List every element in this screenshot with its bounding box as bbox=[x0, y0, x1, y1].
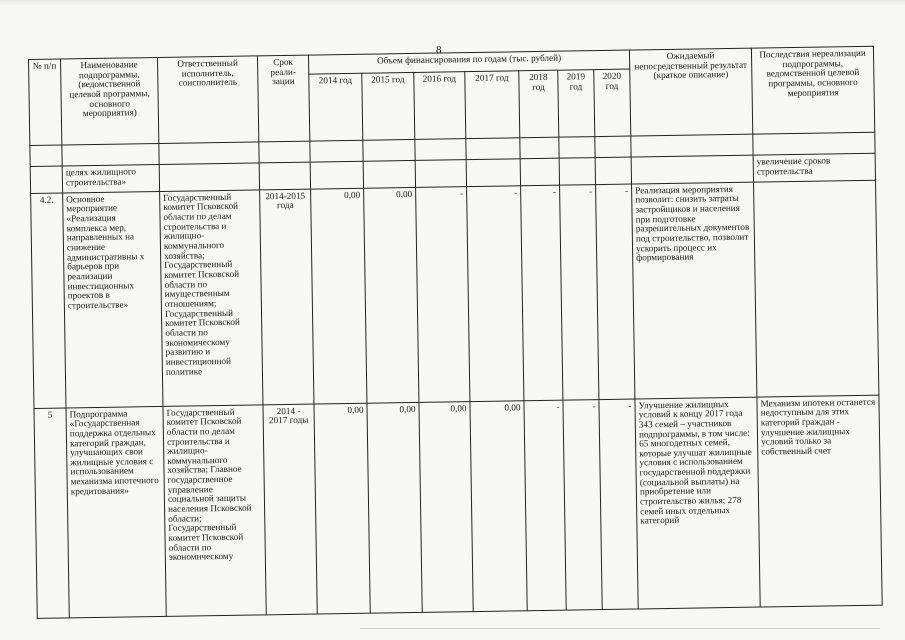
page-number: 8 bbox=[436, 44, 442, 56]
cell-name: Основное мероприятие «Реализация комплекса мер, направленных на снижение административны х барьеров при реализации инвестиционных проектов в строительстве» bbox=[63, 191, 163, 407]
cell-num: 5 bbox=[34, 407, 69, 618]
header-year: 2019 год bbox=[558, 70, 595, 138]
header-expected: Ожидаемый непосредственный результат (краткое описание) bbox=[629, 48, 752, 136]
scan-top-edge bbox=[0, 0, 905, 6]
cell-num: 4.2. bbox=[31, 193, 66, 408]
scan-bottom-line bbox=[360, 628, 880, 629]
cell-term: 2014 - 2017 годы bbox=[263, 404, 317, 615]
table-row bbox=[34, 395, 882, 619]
cell-value: - bbox=[599, 399, 638, 610]
cell-value: - bbox=[563, 399, 602, 610]
header-num: № п/п bbox=[29, 59, 62, 145]
header-name: Наименование подпрограммы, (ведомственной целевой программы, основного мероприятия) bbox=[61, 57, 159, 145]
cell-value: - bbox=[416, 186, 470, 402]
header-responsible: Ответственный исполнитель, соисполнитель bbox=[157, 56, 258, 144]
cell-value: - bbox=[596, 184, 635, 399]
cell-value: - bbox=[560, 184, 599, 399]
cell-value: - bbox=[521, 185, 563, 400]
cell-value: 0,00 bbox=[470, 400, 527, 611]
header-year: 2015 год bbox=[362, 72, 415, 140]
cell-value: 0,00 bbox=[311, 188, 367, 404]
cell-consequences: Механизм ипотеки останется недоступным для этих категорий граждан - улучшение жилищных условий только за собственный счет bbox=[757, 395, 882, 607]
cell-consequences: увеличение сроков строительства bbox=[753, 153, 875, 182]
header-year: 2018 год bbox=[519, 70, 559, 138]
cell-name: целях жилищного строительства» bbox=[62, 164, 159, 192]
program-table bbox=[28, 46, 883, 619]
cell-name: Подпрограмма «Государственная поддержка отдельных категорий граждан, улучшающих свои жилищные условия с использованием механизма ипотечного кредитования» bbox=[66, 406, 166, 618]
table-row bbox=[31, 180, 879, 408]
header-consequences: Последствия нереализации подпрограммы, ведомственной целевой программы, основного мероприятия bbox=[751, 46, 874, 134]
cell-value: 0,00 bbox=[367, 402, 422, 613]
header-year: 2017 год bbox=[465, 71, 520, 139]
cell-term: 2014-2015 года bbox=[260, 189, 314, 405]
cell-expected: Реализация мероприятия позволит: снизить затраты застройщиков и населения при подготовке разрешительных документов под строительство, позволит ускорить процесс их формирования bbox=[632, 182, 757, 399]
cell-responsible: Государственный комитет Псковской области по делам строительства и жилищно-коммунального хозяйства; Главное государственное управление социальной защиты населения Псковской области; Государственный комитет Псковской области по экономическому bbox=[163, 404, 266, 616]
header-funding-group: Объем финансирования по годам (тыс. рублей) bbox=[308, 50, 629, 74]
cell-value: 0,00 bbox=[314, 403, 370, 614]
cell-responsible: Государственный комитет Псковской области по делам строительства и жилищно-коммунального хозяйства; Государственный комитет Псковской области по имущественным отношениям; Государственный комитет Псковской области по экономическому развитию и инвестиционной политике bbox=[160, 190, 263, 406]
cell-consequences bbox=[754, 180, 879, 397]
cell-value: - bbox=[467, 185, 524, 401]
header-year: 2016 год bbox=[414, 72, 466, 140]
header-year: 2020 год bbox=[594, 69, 631, 137]
header-term: Срок реали-зации bbox=[257, 55, 309, 142]
cell-expected: Улучшение жилищных условий к концу 2017 года 343 семей – участников подпрограммы, в том числе: 65 многодетных семей, которые улучшат жилищные условия с использованием государственной поддержки (социальной выплаты) на приобретение или строительство жилья; 278 семей иных отдельных категорий bbox=[635, 397, 760, 609]
cell-value: - bbox=[524, 400, 566, 611]
header-year: 2014 год bbox=[309, 73, 363, 141]
cell-value: 0,00 bbox=[364, 187, 419, 403]
cell-value: 0,00 bbox=[419, 401, 473, 612]
